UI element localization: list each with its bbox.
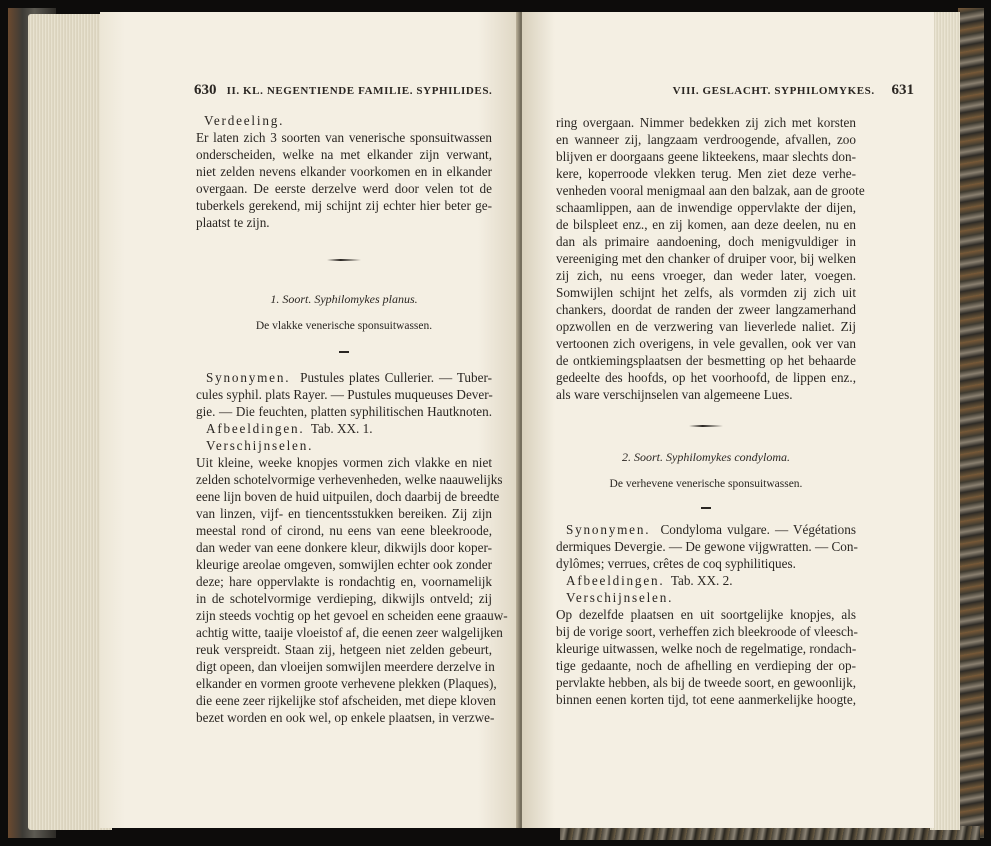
synonymen-line	[556, 521, 856, 538]
text-line: Uit kleine, weeke knopjes vormen zich vlakke en niet	[196, 455, 492, 470]
small-rule	[339, 351, 349, 353]
text-line: vertoonen zich overigens, in vele gevallen, ook ver van	[556, 336, 856, 351]
text-line: gie. — Die feuchten, platten syphilitischen Hautknoten.	[196, 404, 492, 419]
synonymen-text: Condyloma vulgare. — Végétations	[660, 522, 857, 537]
text-line: elkander en vormen groote verhevene plekken (Plaques),	[196, 676, 497, 691]
right-page-number: 631	[891, 82, 914, 98]
text-line: die eene zeer rijkelijke stof afscheiden, met diepe kloven	[196, 693, 496, 708]
species-subheading-1: De vlakke venerische sponsuitwassen.	[255, 320, 433, 332]
text-line: deze; hare oppervlakte is rondachtig en, voornamelijk	[196, 574, 492, 589]
species-heading-2: 2. Soort. Syphilomykes condyloma.	[622, 450, 790, 464]
afbeeldingen-label: Afbeeldingen.	[206, 421, 305, 436]
text-line: dan als primaire aandoening, doch menigvuldiger in	[556, 234, 856, 249]
left-page-number: 630	[194, 82, 217, 98]
text-line: eene lijn boven de huid uitpuilen, doch daarbij de breedte	[196, 489, 500, 504]
text-line: Op dezelfde plaatsen en uit soortgelijke knopjes, als	[556, 607, 856, 622]
text-line: Somwijlen schijnt het zelfs, als vormden zij zich uit	[556, 285, 856, 300]
verschijnselen-label: Verschijnselen.	[566, 590, 674, 605]
text-line: zij zich, nu eens vroeger, dan weder later, voegen.	[556, 268, 856, 283]
book-cover-right-marbled	[958, 8, 984, 838]
text-line: zijn steeds vochtig op het gevoel en scheiden eene graauw-	[196, 608, 508, 623]
text-line: gedeelte des hoofds, op het voorhoofd, de lippen enz.,	[556, 370, 856, 385]
text-line: dan weder van eene donkere kleur, dikwijls door koper-	[196, 540, 492, 555]
synonymen-line	[196, 369, 492, 386]
left-page	[100, 12, 520, 828]
text-line: de bilspleet enz., en zij komen, aan deze deelen, nu en	[556, 217, 856, 232]
right-running-head: VIII. GESLACHT. SYPHILOMYKES.	[672, 85, 875, 97]
text-line: cules syphil. plats Rayer. — Pustules muqueuses Dever-	[196, 387, 493, 402]
right-page	[522, 12, 934, 828]
text-line: ring overgaan. Nimmer bedekken zij zich met korsten	[556, 115, 856, 130]
text-line: bij de vorige soort, verheffen zich bleekroode of vleesch-	[556, 624, 858, 639]
text-line: vereeniging met den chanker of druiper voor, bij welken	[556, 251, 856, 266]
left-text-block	[196, 112, 508, 726]
afbeeldingen-line	[196, 420, 492, 437]
text-line: tuberkels gerekend, mij schijnt zij echter hier beter ge-	[196, 198, 492, 213]
right-running-header	[614, 82, 914, 99]
text-line: als ware verschijnselen van algemeene Lues.	[556, 387, 793, 402]
text-line: onderscheiden, welke na met elkander zijn verwant,	[196, 147, 492, 162]
afbeeldingen-line	[556, 572, 856, 589]
text-line: digt opeen, dan vloeijen somwijlen meerdere derzelve in	[196, 659, 495, 674]
afbeeldingen-value: Tab. XX. 2.	[670, 573, 733, 588]
text-line: in de schotelvormige verdieping, dikwijls ontveld; zij	[196, 591, 492, 606]
species-heading-1: 1. Soort. Syphilomykes planus.	[270, 292, 418, 306]
text-line: kleurige uitwassen, welke noch de regelmatige, rondach-	[556, 641, 857, 656]
text-line: kleurige areolae omgeven, somwijlen echter ook zonder	[196, 557, 492, 572]
text-line: dermiques Devergie. — De gewone vijgwratten. — Con-	[556, 539, 858, 554]
book-cover-bottom-marbled	[560, 826, 980, 840]
text-line: dylômes; verrues, crêtes de coq syphilitiques.	[556, 556, 796, 571]
text-line: schaamlippen, aan de inwendige oppervlakte der dijen,	[556, 200, 856, 215]
text-line: plaatst te zijn.	[196, 215, 270, 230]
text-line: venheden vooral menigmaal aan den balzak, aan de groote	[556, 183, 865, 198]
synonymen-label: Synonymen.	[566, 522, 651, 537]
page-stack-right	[930, 12, 960, 830]
right-text-block	[556, 114, 865, 708]
left-running-head: II. KL. NEGENTIENDE FAMILIE. SYPHILIDES.	[226, 85, 493, 97]
text-line: zelden schotelvormige verhevenheden, welke naauwelijks	[196, 472, 503, 487]
text-line: niet zelden nevens elkander voorkomen en in elkander	[196, 164, 492, 179]
text-line: bezet worden en ook wel, op enkele plaatsen, in verzwe-	[196, 710, 495, 725]
species-subheading-2: De verhevene venerische sponsuitwassen.	[609, 478, 803, 490]
afbeeldingen-value: Tab. XX. 1.	[310, 421, 373, 436]
text-line: Er laten zich 3 soorten van venerische sponsuitwassen	[196, 130, 492, 145]
text-line: overgaan. De eerste derzelve werd door velen tot de	[196, 181, 492, 196]
text-line: blijven er doorgaans geene likteekens, maar slechts don-	[556, 149, 856, 164]
left-running-header	[194, 82, 494, 99]
small-rule	[701, 507, 711, 509]
text-line: achtig witte, taaije vloeistof af, die eenen zeer walgelijken	[196, 625, 503, 640]
verschijnselen-label: Verschijnselen.	[206, 438, 314, 453]
synonymen-text: Pustules plates Cullerier. — Tuber-	[300, 370, 492, 385]
text-line: kere, koperroode vlekken terug. Men ziet deze verhe-	[556, 166, 856, 181]
text-line: opzwollen en de verzwering van lieverlede naliet. Zij	[556, 319, 856, 334]
text-line: binnen eenen korten tijd, tot eene aanmerkelijke hoogte,	[556, 692, 856, 707]
text-line: chankers, doordat de randen der zweer langzamerhand	[556, 302, 856, 317]
text-line: van linzen, vijf- en tiencentsstukken bereiken. Zij zijn	[196, 506, 492, 521]
text-line: meestal rond of cirond, nu eens van eene bleekroode,	[196, 523, 492, 538]
verdeeling-heading: Verdeeling.	[204, 113, 285, 128]
text-line: de ontkiemingsplaatsen der besmetting op het behaarde	[556, 353, 856, 368]
text-line: pervlakte hebben, als bij de tweede soort, en gewoonlijk,	[556, 675, 856, 690]
text-line: tige gedaante, noch de afhelling en verdieping der op-	[556, 658, 856, 673]
text-line: en wanneer zij, langzaam verdroogende, afvallen, zoo	[556, 132, 856, 147]
afbeeldingen-label: Afbeeldingen.	[566, 573, 665, 588]
text-line: reuk verspreidt. Staan zij, hetgeen niet zelden gebeurt,	[196, 642, 492, 657]
synonymen-label: Synonymen.	[206, 370, 291, 385]
